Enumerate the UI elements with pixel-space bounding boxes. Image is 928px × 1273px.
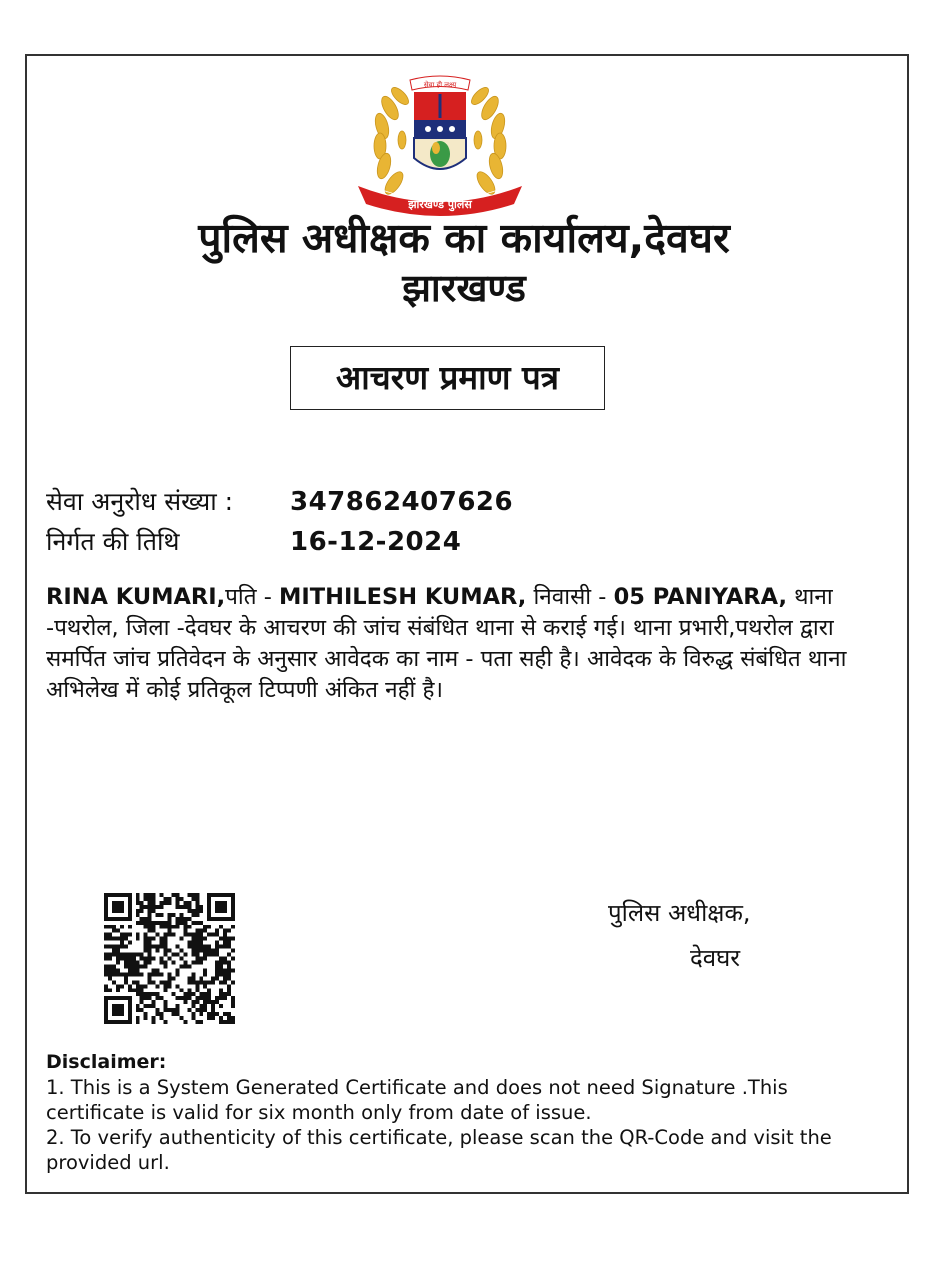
- disclaimer-heading: Disclaimer:: [46, 1051, 167, 1073]
- body-text-rest: थाना -पथरोल, जिला -देवघर के आचरण की जांच संबंधित थाना से कराई गई। थाना प्रभारी,पथरोल द्वारा समर्पित जांच प्रतिवेदन के अनुसार आवेदक का नाम - पता सही है। आवेदक के विरुद्ध संबंधित थाना अभिलेख में कोई प्रतिकूल टिप्पणी अंकित नहीं है।: [46, 584, 847, 703]
- issue-date-row: [46, 524, 461, 560]
- disclaimer: [46, 1050, 876, 1175]
- issue-date-label: निर्गत की तिथि: [46, 527, 180, 556]
- issue-date-value: 16-12-2024: [290, 527, 462, 557]
- disclaimer-line-2: 2. To verify authenticity of this certificate, please scan the QR-Code and visit the provided url.: [46, 1126, 832, 1174]
- emblem-motto-text: सेवा ही लक्ष्य: [423, 81, 457, 89]
- disclaimer-line-1: 1. This is a System Generated Certificate and does not need Signature .This certificate is valid for six month only from date of issue.: [46, 1076, 788, 1124]
- applicant-name: RINA KUMARI,: [46, 584, 226, 610]
- qr-code-icon[interactable]: [104, 893, 235, 1024]
- jharkhand-police-emblem: [352, 68, 528, 220]
- service-request-value: 347862407626: [290, 487, 514, 517]
- service-request-row: [46, 484, 513, 520]
- service-request-label: सेवा अनुरोध संख्या :: [46, 487, 234, 516]
- signatory-designation: पुलिस अधीक्षक,: [608, 899, 751, 927]
- spouse-name: MITHILESH KUMAR,: [279, 584, 527, 610]
- spouse-label: पति -: [225, 584, 279, 610]
- emblem-banner-text: झारखण्ड पुलिस: [408, 198, 472, 211]
- signatory-place: देवघर: [690, 944, 741, 972]
- office-title: पुलिस अधीक्षक का कार्यालय,देवघर: [198, 214, 730, 262]
- residence-value: 05 PANIYARA,: [613, 584, 788, 610]
- state-title: झारखण्ड: [402, 266, 526, 310]
- certificate-title: आचरण प्रमाण पत्र: [290, 346, 605, 410]
- residence-label: निवासी -: [526, 584, 614, 610]
- certificate-body: [46, 582, 886, 706]
